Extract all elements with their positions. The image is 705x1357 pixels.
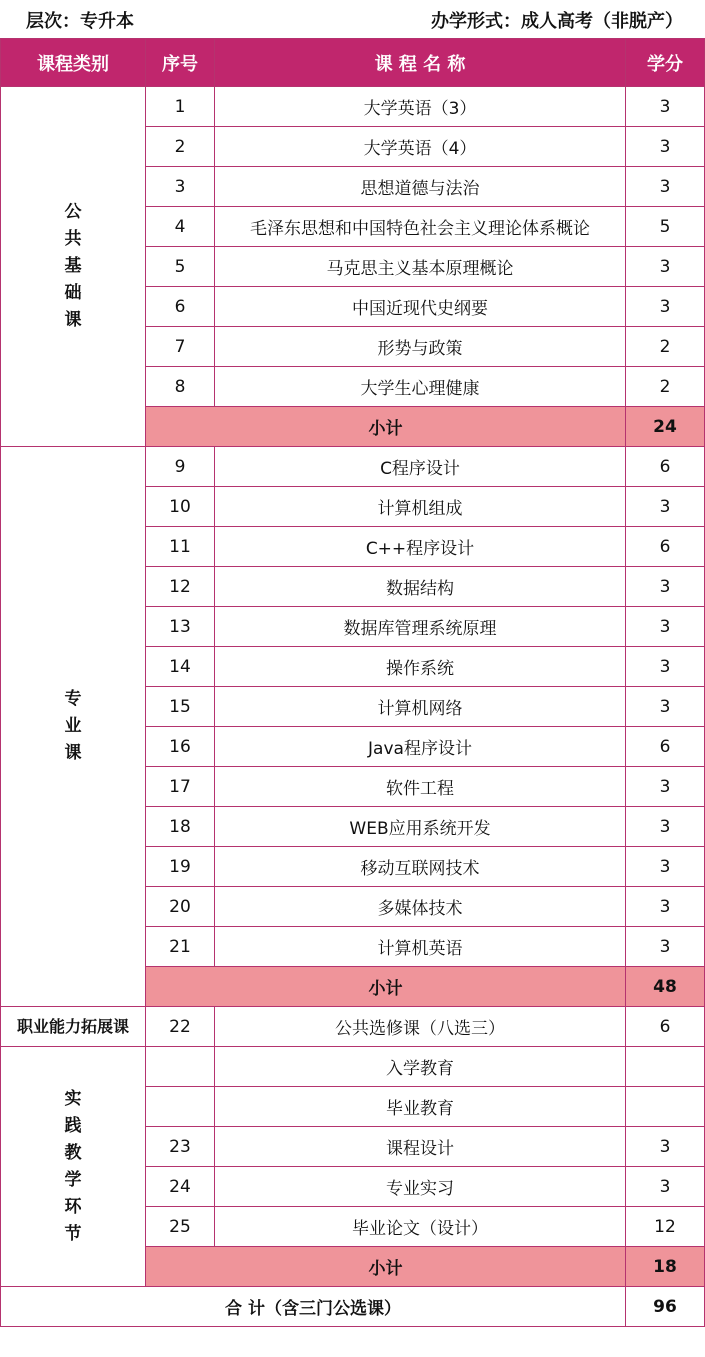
course-index: 3 [146,167,215,207]
course-index: 13 [146,607,215,647]
course-name: 数据库管理系统原理 [215,607,626,647]
course-name: C程序设计 [215,447,626,487]
course-index: 4 [146,207,215,247]
header-index: 序号 [146,39,215,87]
course-name: 操作系统 [215,647,626,687]
course-name: 数据结构 [215,567,626,607]
course-index: 1 [146,87,215,127]
course-name: 毛泽东思想和中国特色社会主义理论体系概论 [215,207,626,247]
course-name: 大学英语（4） [215,127,626,167]
course-credit: 3 [626,167,705,207]
course-name: 大学英语（3） [215,87,626,127]
course-index: 21 [146,927,215,967]
course-index: 16 [146,727,215,767]
subtotal-label: 小计 [146,967,626,1007]
table-row [1,1007,705,1047]
course-name: 多媒体技术 [215,887,626,927]
course-credit [626,1047,705,1087]
course-name: 移动互联网技术 [215,847,626,887]
course-name: 公共选修课（八选三） [215,1007,626,1047]
subtotal-value: 24 [626,407,705,447]
header-category: 课程类别 [1,39,146,87]
total-row [1,1287,705,1327]
course-credit: 6 [626,447,705,487]
course-index: 14 [146,647,215,687]
course-credit: 3 [626,1127,705,1167]
course-name: 思想道德与法治 [215,167,626,207]
course-credit: 3 [626,767,705,807]
course-credit: 3 [626,567,705,607]
course-index: 9 [146,447,215,487]
course-name: 毕业教育 [215,1087,626,1127]
course-name: 课程设计 [215,1127,626,1167]
header-name: 课 程 名 称 [215,39,626,87]
category-major [1,447,146,1007]
course-credit: 3 [626,847,705,887]
course-index: 24 [146,1167,215,1207]
course-index: 8 [146,367,215,407]
course-name: 计算机英语 [215,927,626,967]
category-public [1,87,146,447]
course-credit: 3 [626,487,705,527]
category-practice [1,1047,146,1287]
course-credit: 12 [626,1207,705,1247]
course-index: 23 [146,1127,215,1167]
course-name: 中国近现代史纲要 [215,287,626,327]
course-index [146,1047,215,1087]
course-name: C++程序设计 [215,527,626,567]
course-index: 22 [146,1007,215,1047]
course-index: 2 [146,127,215,167]
course-index: 10 [146,487,215,527]
course-index [146,1087,215,1127]
mode-label: 办学形式：成人高考（非脱产） [431,11,683,32]
course-index: 25 [146,1207,215,1247]
course-name: WEB应用系统开发 [215,807,626,847]
course-credit: 3 [626,607,705,647]
subtotal-value: 48 [626,967,705,1007]
course-index: 7 [146,327,215,367]
course-index: 19 [146,847,215,887]
course-credit: 2 [626,367,705,407]
category-label: 实践教学环节 [64,1088,82,1244]
course-credit: 6 [626,727,705,767]
course-name: 计算机组成 [215,487,626,527]
meta-bar [0,0,705,38]
course-index: 15 [146,687,215,727]
table-row [1,87,705,127]
course-name: 毕业论文（设计） [215,1207,626,1247]
table-row [1,447,705,487]
category-label: 专业课 [64,689,82,763]
course-credit: 6 [626,527,705,567]
course-name: 专业实习 [215,1167,626,1207]
course-credit: 3 [626,887,705,927]
course-index: 20 [146,887,215,927]
course-credit: 2 [626,327,705,367]
course-credit: 3 [626,647,705,687]
course-index: 5 [146,247,215,287]
curriculum-table [0,38,705,1327]
header-credit: 学分 [626,39,705,87]
course-name: 马克思主义基本原理概论 [215,247,626,287]
course-credit: 3 [626,287,705,327]
total-value: 96 [626,1287,705,1327]
course-name: 大学生心理健康 [215,367,626,407]
course-index: 11 [146,527,215,567]
course-name: 软件工程 [215,767,626,807]
category-label: 公共基础课 [64,202,82,330]
course-name: Java程序设计 [215,727,626,767]
course-credit: 3 [626,247,705,287]
course-index: 17 [146,767,215,807]
subtotal-value: 18 [626,1247,705,1287]
course-credit: 3 [626,1167,705,1207]
subtotal-label: 小计 [146,407,626,447]
course-credit: 3 [626,687,705,727]
course-index: 18 [146,807,215,847]
header-row [1,39,705,87]
level-label: 层次：专升本 [26,11,134,32]
subtotal-label: 小计 [146,1247,626,1287]
course-name: 计算机网络 [215,687,626,727]
course-name: 形势与政策 [215,327,626,367]
course-credit: 3 [626,807,705,847]
course-name: 入学教育 [215,1047,626,1087]
course-credit: 3 [626,927,705,967]
course-index: 12 [146,567,215,607]
category-ext [1,1007,146,1047]
total-label: 合 计（含三门公选课） [1,1287,626,1327]
course-credit: 3 [626,87,705,127]
table-row [1,1047,705,1087]
course-credit [626,1087,705,1127]
course-credit: 6 [626,1007,705,1047]
category-label: 职业能力拓展课 [16,1016,129,1036]
course-credit: 5 [626,207,705,247]
course-index: 6 [146,287,215,327]
course-credit: 3 [626,127,705,167]
